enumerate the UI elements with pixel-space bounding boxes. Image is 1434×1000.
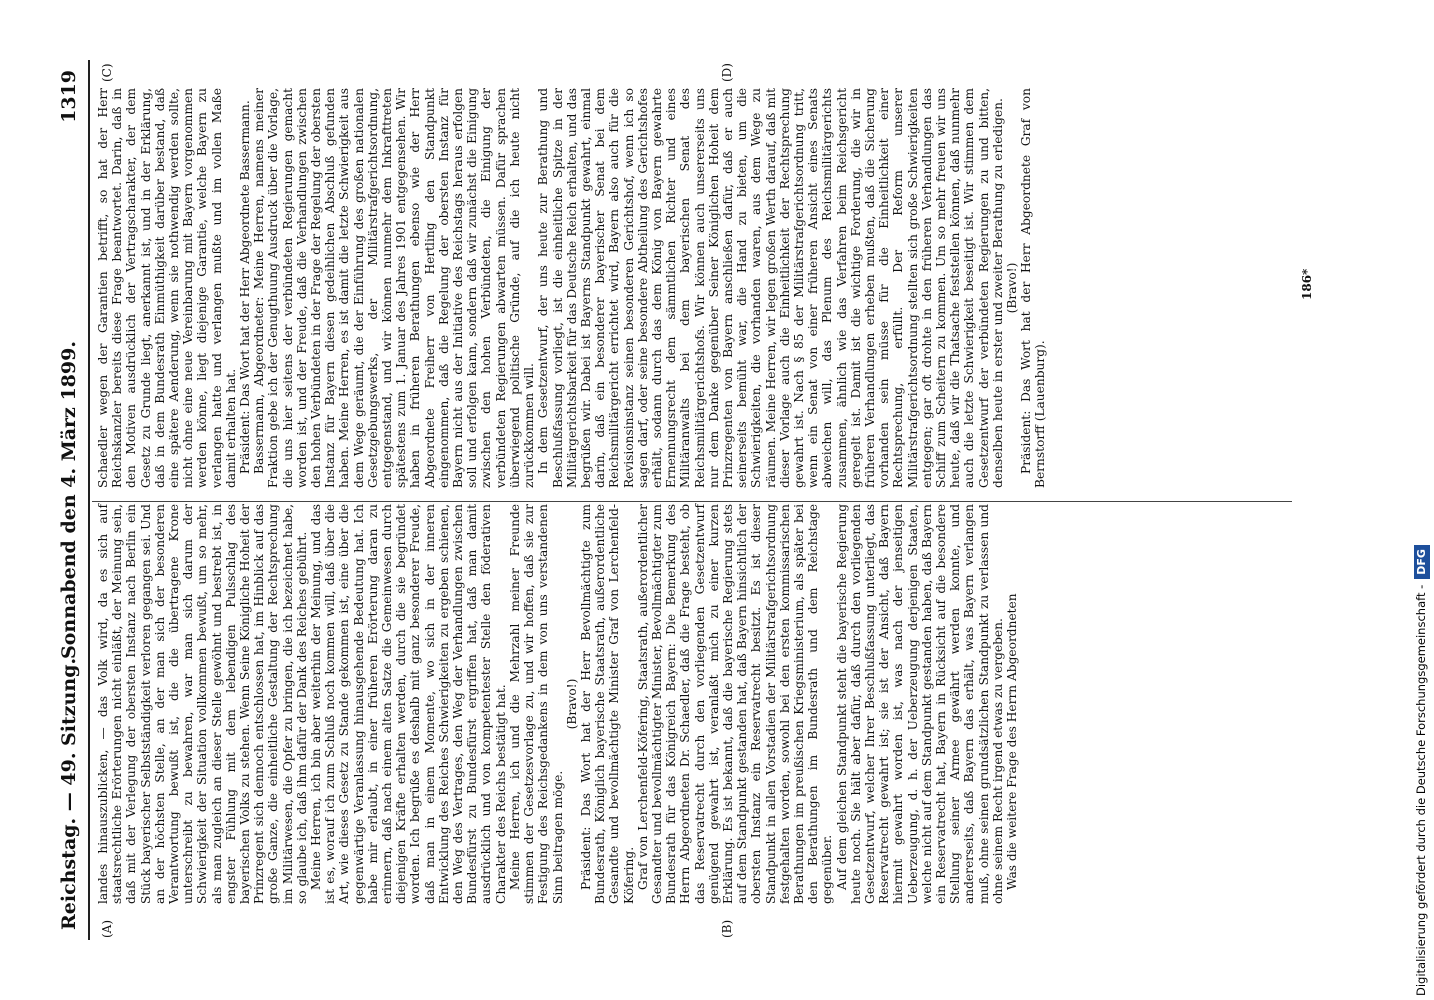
paragraph: Was die weitere Frage des Herrn Abgeordneten <box>1005 593 1019 890</box>
header-left: Reichstag. — 49. Sitzung. <box>58 657 80 930</box>
page-header <box>58 70 88 930</box>
digitization-credit: Digitalisierung gefördert durch die Deutsche Forschungsgemeinschaft - <box>1414 584 1428 996</box>
paragraph: Auf dem gleichen Standpunkt steht die bayerische Regierung heute noch. Sie hält aber dafür, daß durch den vorliegenden Gesetzentwurf, welcher Ihrer Beschlußfassung unterliegt, das Reservatrecht gewahrt ist; sie ist der Ansicht, daß Bayern hiermit gewahrt worden ist, was nach der jenseitigen Ueberzeugung, d. h. der Ueberzeugung derjenigen Staaten, welche nicht auf dem Standpunkt gestanden haben, daß Bayern ein Reservatrecht hat, Bayern in Rücksicht auf die besondere Stellung seiner Armee gewährt werden konnte, und andererseits, daß Bayern das erhält, was Bayern verlangen muß, ohne seinen grundsätzlichen Standpunkt zu verlassen und ohne seinem Recht irgend etwas zu vergeben. <box>834 504 1005 904</box>
paragraph: Präsident: Das Wort hat der Herr Abgeordnete Bassermann. <box>238 100 253 474</box>
paragraph: Meine Herren, ich bin aber weiterhin der Meinung, und das ist es, worauf ich zum Schluß noch kommen will, daß über die Art, wie dieses Gesetz zu Stande gekommen ist, eine über die gegenwärtige Veranlassung hinausgehende Bedeutung hat. Ich habe mir erlaubt, in einer früheren Erörterung daran zu erinnern, daß nach einem alten Satze die Gemeinwesen durch diejenigen Kräfte erhalten werden, durch die sie begründet worden. Ich begrüße es deshalb mit ganz besonderer Freude, daß man in einem Momente, wo sich in der inneren Entwicklung des Reiches Schwierigkeiten zu ergeben schienen, den Weg des Vertrages, den Weg der Verhandlungen zwischen Bundesfürst zu Bundesfürst ergriffen hat, daß man damit ausdrücklich und von kompetentester Stelle den föderativen Charakter des Reichs bestätigt hat. <box>309 504 508 904</box>
left-column <box>96 504 1019 904</box>
marker-c: (C) <box>100 63 114 82</box>
applause-note: (Bravo!) <box>564 678 579 730</box>
paragraph: Meine Herren, ich und die Mehrzahl meiner Freunde stimmen der Gesetzesvorlage zu, und wir hoffen, daß sie zur Festigung des Reichsgedankens in dem von uns verstandenen Sinn beitragen möge. <box>507 504 565 904</box>
paragraph: In dem Gesetzentwurf, der uns heute zur Berathung und Beschlußfassung vorliegt, ist die einheitliche Spitze in der Militärgerichtsbarkeit für das Deutsche Reich erhalten, und das begrüßen wir. Dabei ist Bayerns Standpunkt gewahrt, einmal darin, daß ein besonderer bayerischer Senat bei dem Reichsmilitärgericht errichtet wird, Bayern also auch für die Revisionsinstanz seinen besonderen Gerichtshof, wenn ich so sagen darf, oder seine besondere Abtheilung des Gerichtshofes erhält, sodann durch das dem König von Bayern gewahrte Ernennungsrecht dem sämmtlichen Richter und eines Militäranwalts bei dem bayerischen Senat des Reichsmilitärgerichtshofs. Wir können auch unsererseits uns nur dem Danke gegenüber Seiner Königlichen Hoheit dem Prinzregenten von Bayern anschließen dafür, daß er auch seinerseits bemüht war, die Hand zu bieten, um die Schwierigkeiten, die vorhanden waren, aus dem Wege zu räumen. Meine Herren, wir legen großen Werth darauf, daß mit dieser Vorlage auch die Einheitlichkeit der Rechtsprechung gewahrt ist. Nach § 85 der Militärstrafgerichtsordnung tritt, wenn ein Senat von einer früheren Ansicht eines Senats abweichen will, das Plenum des Reichsmilitärgerichts zusammen, ähnlich wie das Verfahren beim Reichsgericht geregelt ist. Damit ist die wichtige Forderung, die wir in früheren Verhandlungen erheben mußten, daß die Sicherung vorhanden sein müsse für die Einheitlichkeit einer Rechtsprechung, erfüllt. Der Reform unserer Militärstrafgerichtsordnung stellten sich große Schwierigkeiten entgegen; gar oft drohte in den früheren Verhandlungen das Schiff zum Scheitern zu kommen. Um so mehr freuen wir uns heute, daß wir die Thatsache feststellen können, daß nunmehr auch die letzte Schwierigkeit beseitigt ist. Wir stimmen dem Gesetzentwurf der verbündeten Regierungen zu und bitten, denselben heute in erster und zweiter Berathung zu erledigen. <box>536 88 1005 488</box>
dfg-logo: DFG <box>1414 545 1430 579</box>
paragraph: Graf von Lerchenfeld-Köfering, Staatsrath, außerordentlicher Gesandter und bevollmächtigter Minister, Bevollmächtigter zum Bundesrath für das Königreich Bayern: Die Bemerkung des Herrn Abgeordneten Dr. Schaedler, daß die Frage besteht, ob das Reservatrecht durch den vorliegenden Gesetzentwurf genügend gewahrt ist, veranlaßt mich zu einer kurzen Erklärung. Es ist bekannt, daß die bayerische Regierung stets auf dem Standpunkt gestanden hat, daß Bayern hinsichtlich der obersten Instanz ein Reservatrecht besitzt. Es ist dieser Standpunkt in allen Vorstadien der Militärstrafgerichtsordnung festgehalten worden, sowohl bei den ersten kommissarischen Berathungen im preußischen Kriegsministerium, als später bei den Berathungen im Bundesrath und dem Reichstage gegenüber. <box>635 504 835 904</box>
applause-note: (Bravo!) <box>1005 262 1019 314</box>
right-column <box>96 88 1048 488</box>
paragraph: Schaedler wegen der Garantien betrifft, so hat der Herr Reichskanzler bereits diese Frage beantwortet. Darin, daß in den Motiven ausdrücklich der Vertragscharakter, der dem Gesetz zu Grunde liegt, anerkannt ist, und in der Erklärung, daß in dem Bundesrath Einmüthigkeit darüber bestand, daß eine spätere Aenderung, wenn sie nothwendig werden sollte, nicht ohne eine neue Vereinbarung mit Bayern vorgenommen werden könne, liegt diejenige Garantie, welche Bayern zu verlangen hatte und verlangen mußte und im vollen Maße damit erhalten hat. <box>96 88 238 488</box>
paragraph: Bassermann, Abgeordneter: Meine Herren, namens meiner Fraktion gebe ich der Genugthuung Ausdruck über die Vorlage, die uns hier seitens der verbündeten Regierungen gemacht worden ist, und der Freude, daß die Verhandlungen zwischen den hohen Verbündeten in der Frage der Regelung der obersten Instanz für Bayern diesen gedeihlichen Abschluß gefunden haben. Meine Herren, es ist damit die letzte Schwierigkeit aus dem Wege geräumt, die der Einführung des großen nationalen Gesetzgebungswerks, der Militärstrafgerichtsordnung, entgegenstand, und wir können nunmehr dem Inkrafttreten spätestens zum 1. Januar des Jahres 1901 entgegensehen. Wir haben in früheren Berathungen ebenso wie der Herr Abgeordnete Freiherr von Hertling den Standpunkt eingenommen, daß die Regelung der obersten Instanz für Bayern nicht aus der Initiative des Reichstags heraus erfolgen soll und erfolgen kann, sondern daß wir zunächst die Einigung zwischen den hohen Verbündeten, die Einigung der verbündeten Regierungen abwarten müssen. Dafür sprachen überwiegend politische Gründe, auf die ich heute nicht zurückkommen will. <box>252 88 537 488</box>
header-rule <box>88 60 90 940</box>
page-number: 1319 <box>58 70 80 123</box>
header-center: Sonnabend den 4. März 1899. <box>58 341 80 659</box>
column-divider <box>92 501 1292 502</box>
signature-mark: 186* <box>1300 268 1314 300</box>
digitization-sidebar <box>1410 6 1432 996</box>
paragraph: Präsident: Das Wort hat der Herr Abgeordnete Graf von Bernstorff (Lauenburg). <box>1019 88 1048 488</box>
sidebar-text-container <box>1410 6 1432 996</box>
paragraph: Präsident: Das Wort hat der Herr Bevollmächtigte zum Bundesrath, Königlich bayerische Staatsrath, außerordentliche Gesandte und bevollmächtigte Minister Graf von Lerchenfeld-Köfering. <box>578 504 636 904</box>
marker-b: (B) <box>720 919 734 938</box>
marker-d: (D) <box>720 63 734 82</box>
marker-a: (A) <box>100 919 114 938</box>
paragraph: landes hinauszublicken, — das Volk wird, da es sich auf staatsrechtliche Erörterungen nicht einläßt, der Meinung sein, daß mit der Verlegung der obersten Instanz nach Berlin ein Stück bayerischer Selbstständigkeit verloren gegangen sei. Und an der höchsten Stelle, an der man sich der besonderen Verantwortung bewußt ist, die die übertragene Krone unterschreibt zu bewahren, war man sich darum der Schwierigkeit der Situation vollkommen bewußt, um so mehr, als man zugleich an dieser Stelle gewöhnt und bestrebt ist, in engster Fühlung mit dem lebendigen Pulsschlag des bayerischen Volks zu stehen. Wenn Seine Königliche Hoheit der Prinzregent sich dennoch entschlossen hat, im Hinblick auf das große Ganze, die einheitliche Gestaltung der Rechtsprechung im Militärwesen, die Opfer zu bringen, die ich bezeichnet habe, so glaube ich, daß ihm dafür der Dank des Reiches gebührt. <box>96 504 309 904</box>
